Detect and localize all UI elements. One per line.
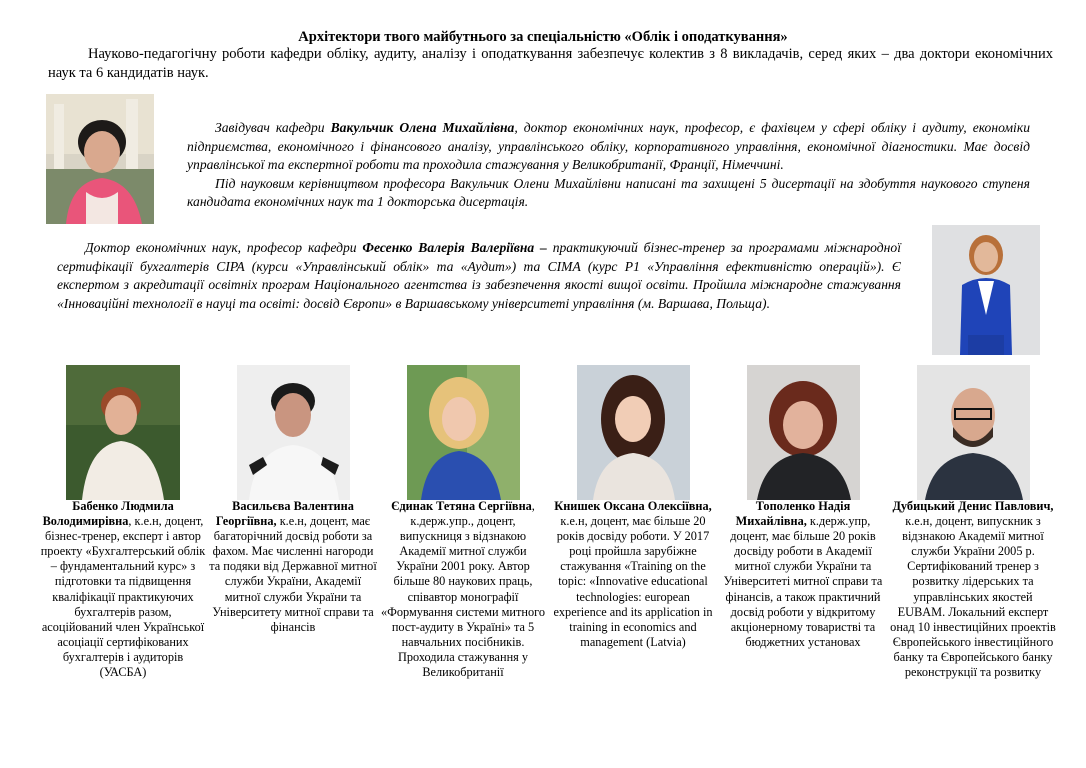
- member-photo-5: [747, 365, 860, 500]
- head-description: Завідувач кафедри Вакульчик Олена Михайлівна, доктор економічних наук, професор, є фахівцем у сфері обліку і аудиту, економіки підприємства, економічного і фінансового аналізу, управлінського обліку, корпоративного управління, економічної діагностики. Має досвід управлінської та експертної роботи та проходила стажування у Великобританії, Франції, Німеччині. Під науковим керівництвом професора Вакульчик Олени Михайлівни написані та захищені 5 дисертації на здобуття наукового ступеня кандидата економічних наук та 1 докторська дисертація.: [187, 120, 1030, 209]
- member-caption-4: Книшек Оксана Олексіївна, к.е.н, доцент, має більше 20 років досвіду роботи. У 2017 році пройшла зарубіжне стажування «Training on the topic: «Innovative educational technologies: european experience and its application in training in economics and management (Latvia): [553, 499, 713, 649]
- member-photo-6: [917, 365, 1030, 500]
- intro-paragraph: Науково-педагогічну роботи кафедри обліку, аудиту, аналізу і оподаткування забезпечує колектив з 8 викладачів, серед яких – два доктори економічних наук та 6 кандидатів наук.: [48, 46, 1053, 81]
- member-photo-4: [577, 365, 690, 500]
- head-photo: [46, 94, 154, 224]
- member-caption-5: Тополенко Надія Михайлівна, к.держ.упр, доцент, має більше 20 років досвіду роботи в Академії митної служби України та Університеті митної справи та фінансів, а також практичний досвід роботи у відкритому акціонерному товаристві та бюджетних установах: [723, 499, 883, 649]
- member-photo-3: [407, 365, 520, 500]
- member-caption-1: Бабенко Людмила Володимирівна, к.е.н, доцент, бізнес-тренер, експерт і автор проекту «Бухгалтерський облік – фундаментальний курс» з підготовки та підвищення кваліфікації практикуючих бухгалтерів разом, асоційований член Української асоціації сертифікованих бухгалтерів і аудиторів (УАСБА): [40, 499, 206, 680]
- professor-photo: [932, 225, 1040, 355]
- professor-description: Доктор економічних наук, професор кафедри Фесенко Валерія Валеріївна – практикуючий бізнес-тренер за програмами міжнародної сертифікації бухгалтерів CIPA (курси «Управлінський облік» та «Аудит») та CIMA (курс Р1 «Управління ефективністю операцій»). Є експертом з акредитації освітніх програм Національного агентства із забезпечення якості вищої освіти. Пройшла міжнародне стажування «Інноваційні технології в науці та освіті: досвід Європи» в Варшавському університеті управління (м. Варшава, Польща).: [57, 240, 901, 311]
- professor-name: Фесенко Валерія Валеріївна –: [362, 240, 547, 255]
- member-photo-2: [237, 365, 350, 500]
- member-caption-2: Васильєва Валентина Георгіївна, к.е.н, доцент, має багаторічний досвід роботи за фахом. Має численні нагороди та подяки від Державної митної служби України, Академії митної служби України та Університету митної справи та фінансів: [209, 499, 377, 634]
- member-photo-1: [66, 365, 180, 500]
- head-name: Вакульчик Олена Михайлівна: [330, 120, 515, 135]
- page-title: Архітектори твого майбутнього за спеціальністю «Облік і оподаткування»: [298, 29, 788, 45]
- member-caption-6: Дубицький Денис Павлович, к.е.н, доцент, випускник з відзнакою Академії митної служби України 2005 р. Сертифікований тренер з розвитку лідерських та управлінських якостей EUBAM. Локальний експерт онад 10 інвестиційних проектів Європейського інвестиційного банку та Європейського банку реконструкції та розвитку: [890, 499, 1056, 680]
- member-caption-3: Єдинак Тетяна Сергіївна, к.держ.упр., доцент, випускниця з відзнакою Академії митної служби України 2001 року. Автор більше 80 наукових праць, співавтор монографії «Формування системи митного пост-аудиту в Україні» та 5 навчальних посібників. Проходила стажування у Великобританії: [380, 499, 545, 680]
